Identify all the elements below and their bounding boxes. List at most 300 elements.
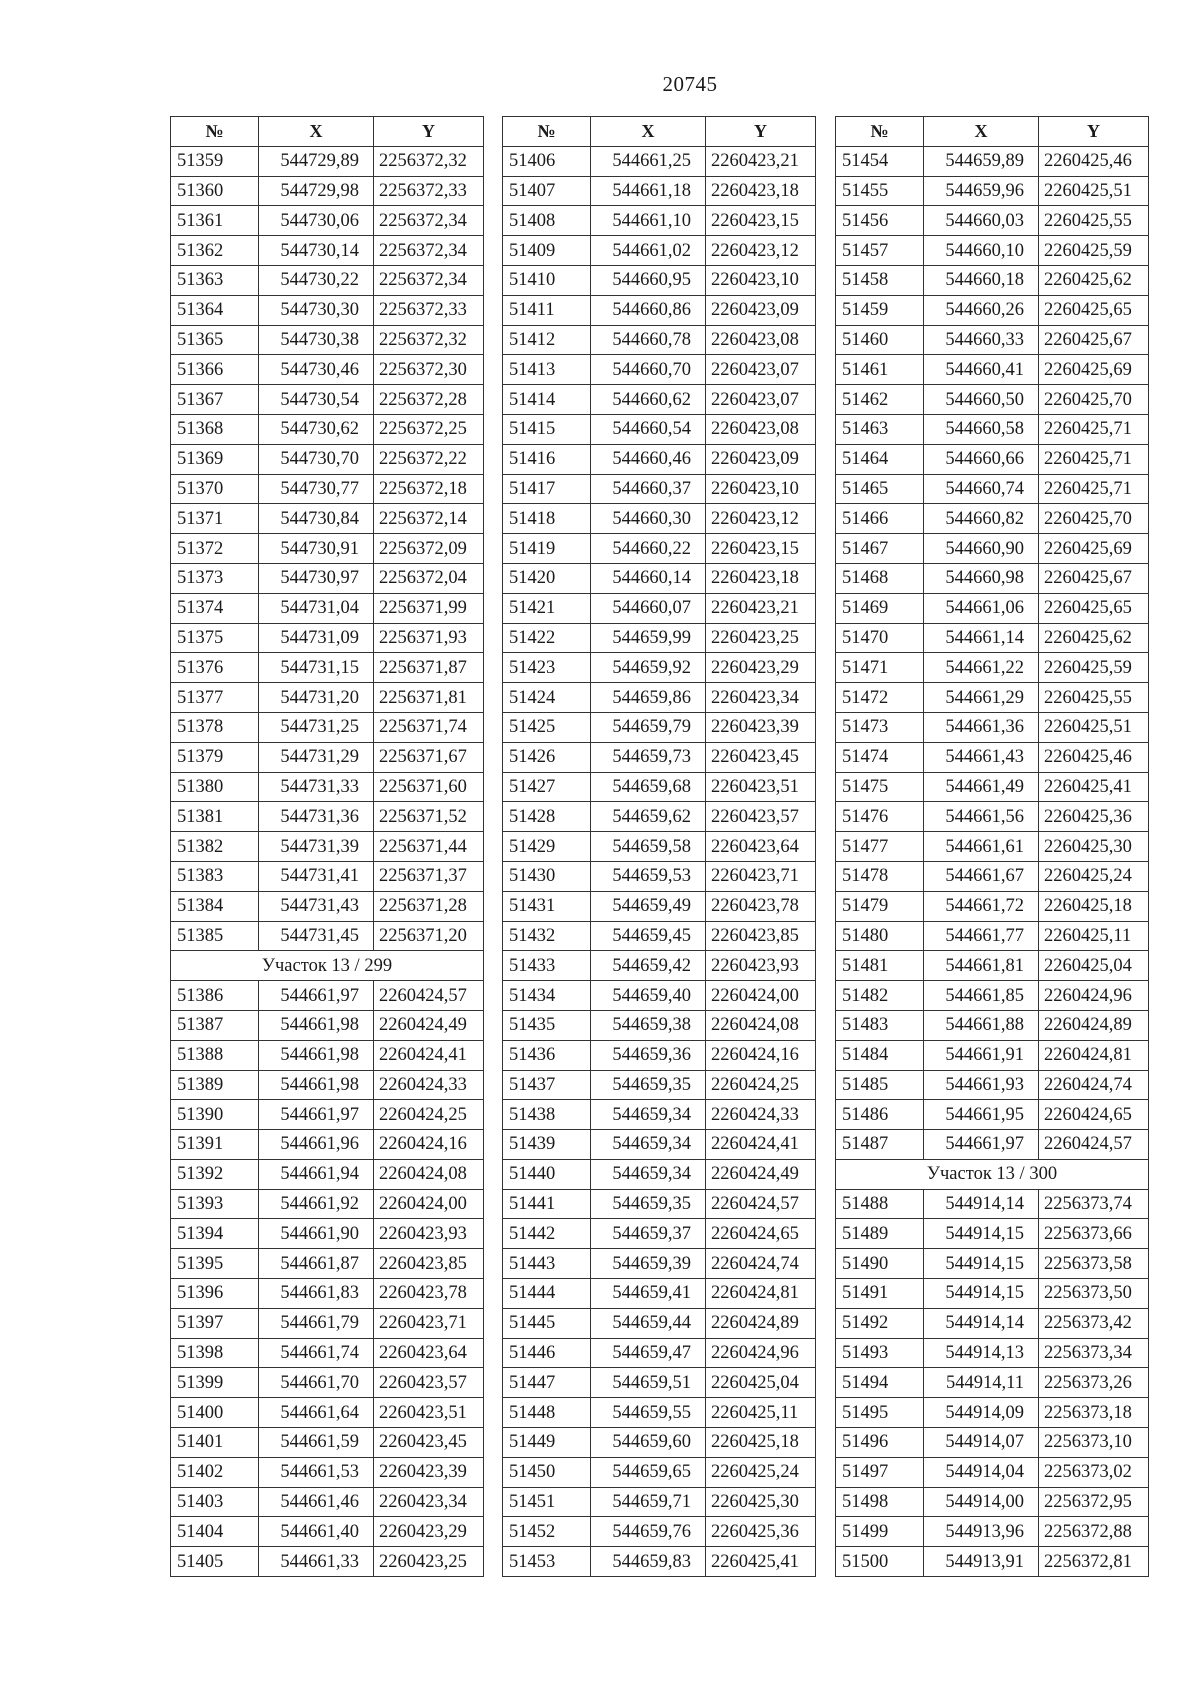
x-coordinate-cell: 544661,85 [924,981,1039,1011]
table-row [171,981,484,1011]
x-coordinate-cell: 544661,97 [259,981,374,1011]
x-coordinate-cell: 544661,02 [591,236,706,266]
x-coordinate-cell: 544660,22 [591,534,706,564]
point-number-cell: 51419 [503,534,591,564]
point-number-cell: 51415 [503,414,591,444]
x-coordinate-cell: 544660,30 [591,504,706,534]
y-coordinate-cell: 2260424,41 [374,1040,484,1070]
point-number-cell: 51449 [503,1428,591,1458]
y-coordinate-cell: 2260423,12 [706,504,816,534]
point-number-cell: 51445 [503,1308,591,1338]
point-number-cell: 51453 [503,1547,591,1577]
table-row [836,1279,1149,1309]
x-coordinate-cell: 544660,33 [924,325,1039,355]
point-number-cell: 51388 [171,1040,259,1070]
point-number-cell: 51408 [503,206,591,236]
x-coordinate-cell: 544730,70 [259,444,374,474]
y-coordinate-cell: 2260423,29 [706,653,816,683]
y-coordinate-cell: 2256372,34 [374,206,484,236]
y-coordinate-cell: 2260423,25 [374,1547,484,1577]
y-coordinate-cell: 2256371,81 [374,683,484,713]
table-row [503,1338,816,1368]
x-coordinate-cell: 544659,47 [591,1338,706,1368]
point-number-cell: 51476 [836,802,924,832]
point-number-cell: 51472 [836,683,924,713]
x-coordinate-cell: 544661,56 [924,802,1039,832]
x-coordinate-cell: 544659,34 [591,1100,706,1130]
y-coordinate-cell: 2260425,30 [706,1487,816,1517]
y-coordinate-cell: 2260424,57 [706,1189,816,1219]
point-number-cell: 51365 [171,325,259,355]
x-coordinate-cell: 544730,77 [259,474,374,504]
y-coordinate-cell: 2260423,15 [706,206,816,236]
y-coordinate-cell: 2260425,51 [1039,712,1149,742]
point-number-cell: 51360 [171,176,259,206]
table-row [503,1189,816,1219]
table-row [171,891,484,921]
point-number-cell: 51469 [836,593,924,623]
x-coordinate-cell: 544661,10 [591,206,706,236]
table-row [836,772,1149,802]
table-row [836,1100,1149,1130]
point-number-cell: 51466 [836,504,924,534]
x-coordinate-cell: 544659,44 [591,1308,706,1338]
x-coordinate-cell: 544731,29 [259,742,374,772]
point-number-cell: 51430 [503,861,591,891]
point-number-cell: 51452 [503,1517,591,1547]
x-coordinate-cell: 544661,83 [259,1279,374,1309]
y-coordinate-cell: 2260423,21 [706,146,816,176]
x-coordinate-cell: 544659,89 [924,146,1039,176]
x-coordinate-cell: 544661,87 [259,1249,374,1279]
y-coordinate-cell: 2260423,18 [706,176,816,206]
point-number-cell: 51458 [836,265,924,295]
point-number-cell: 51446 [503,1338,591,1368]
x-coordinate-cell: 544659,71 [591,1487,706,1517]
point-number-cell: 51500 [836,1547,924,1577]
table-row [171,1457,484,1487]
y-coordinate-cell: 2260423,93 [706,951,816,981]
x-coordinate-cell: 544660,03 [924,206,1039,236]
point-number-cell: 51416 [503,444,591,474]
y-coordinate-cell: 2260423,51 [374,1398,484,1428]
table-row [836,683,1149,713]
table-row [503,1368,816,1398]
point-number-cell: 51367 [171,385,259,415]
x-coordinate-cell: 544659,41 [591,1279,706,1309]
point-number-cell: 51409 [503,236,591,266]
table-row [171,534,484,564]
table-row [171,1040,484,1070]
y-coordinate-cell: 2256371,67 [374,742,484,772]
y-coordinate-cell: 2260423,71 [374,1308,484,1338]
table-row [171,1338,484,1368]
table-row [171,504,484,534]
point-number-cell: 51471 [836,653,924,683]
y-coordinate-cell: 2256371,74 [374,712,484,742]
point-number-cell: 51418 [503,504,591,534]
y-coordinate-cell: 2256371,60 [374,772,484,802]
point-number-cell: 51403 [171,1487,259,1517]
table-row [171,802,484,832]
table-row [836,1428,1149,1458]
y-coordinate-cell: 2256373,10 [1039,1428,1149,1458]
table-row [836,1547,1149,1577]
y-coordinate-cell: 2260423,12 [706,236,816,266]
x-coordinate-cell: 544914,15 [924,1219,1039,1249]
point-number-cell: 51397 [171,1308,259,1338]
table-row [836,1517,1149,1547]
x-coordinate-cell: 544659,42 [591,951,706,981]
table-row [503,355,816,385]
y-coordinate-cell: 2260425,59 [1039,236,1149,266]
x-coordinate-cell: 544659,37 [591,1219,706,1249]
y-coordinate-cell: 2256372,09 [374,534,484,564]
point-number-cell: 51411 [503,295,591,325]
table-row [836,1040,1149,1070]
x-coordinate-cell: 544661,92 [259,1189,374,1219]
table-row [503,921,816,951]
point-number-cell: 51492 [836,1308,924,1338]
table-row [503,772,816,802]
y-coordinate-cell: 2256372,04 [374,563,484,593]
x-coordinate-cell: 544661,97 [259,1100,374,1130]
header-x: X [259,117,374,147]
x-coordinate-cell: 544659,76 [591,1517,706,1547]
x-coordinate-cell: 544730,54 [259,385,374,415]
point-number-cell: 51361 [171,206,259,236]
y-coordinate-cell: 2256371,28 [374,891,484,921]
y-coordinate-cell: 2260424,57 [1039,1130,1149,1160]
y-coordinate-cell: 2260423,34 [374,1487,484,1517]
table-row [503,1517,816,1547]
table-row [171,295,484,325]
x-coordinate-cell: 544661,49 [924,772,1039,802]
point-number-cell: 51484 [836,1040,924,1070]
point-number-cell: 51425 [503,712,591,742]
point-number-cell: 51406 [503,146,591,176]
table-row [503,802,816,832]
table-row [503,1070,816,1100]
point-number-cell: 51451 [503,1487,591,1517]
table-row [171,1249,484,1279]
y-coordinate-cell: 2260425,11 [706,1398,816,1428]
y-coordinate-cell: 2256373,42 [1039,1308,1149,1338]
y-coordinate-cell: 2260423,25 [706,623,816,653]
y-coordinate-cell: 2260425,46 [1039,146,1149,176]
table-row [836,712,1149,742]
table-row [171,414,484,444]
table-row [503,1100,816,1130]
table-row [836,951,1149,981]
point-number-cell: 51413 [503,355,591,385]
y-coordinate-cell: 2260424,33 [706,1100,816,1130]
y-coordinate-cell: 2260425,36 [1039,802,1149,832]
table-row [836,1338,1149,1368]
x-coordinate-cell: 544659,83 [591,1547,706,1577]
x-coordinate-cell: 544660,10 [924,236,1039,266]
table-row [503,1547,816,1577]
table-row [836,265,1149,295]
y-coordinate-cell: 2260423,93 [374,1219,484,1249]
table-row [171,623,484,653]
point-number-cell: 51481 [836,951,924,981]
coordinate-table-3 [835,116,1149,1577]
table-row [836,355,1149,385]
table-row [503,1130,816,1160]
x-coordinate-cell: 544730,46 [259,355,374,385]
table-row [171,772,484,802]
section-row [836,1159,1149,1189]
table-row [836,921,1149,951]
x-coordinate-cell: 544731,45 [259,921,374,951]
y-coordinate-cell: 2260425,18 [1039,891,1149,921]
x-coordinate-cell: 544661,67 [924,861,1039,891]
point-number-cell: 51398 [171,1338,259,1368]
x-coordinate-cell: 544660,70 [591,355,706,385]
y-coordinate-cell: 2260425,69 [1039,355,1149,385]
y-coordinate-cell: 2260423,15 [706,534,816,564]
table-row [503,951,816,981]
y-coordinate-cell: 2260423,85 [706,921,816,951]
point-number-cell: 51455 [836,176,924,206]
x-coordinate-cell: 544660,58 [924,414,1039,444]
x-coordinate-cell: 544914,15 [924,1279,1039,1309]
table-row [836,742,1149,772]
x-coordinate-cell: 544660,41 [924,355,1039,385]
x-coordinate-cell: 544661,06 [924,593,1039,623]
x-coordinate-cell: 544660,86 [591,295,706,325]
x-coordinate-cell: 544729,89 [259,146,374,176]
y-coordinate-cell: 2256372,34 [374,236,484,266]
x-coordinate-cell: 544661,25 [591,146,706,176]
table-row [503,385,816,415]
x-coordinate-cell: 544661,98 [259,1070,374,1100]
x-coordinate-cell: 544914,14 [924,1308,1039,1338]
point-number-cell: 51494 [836,1368,924,1398]
header-number: № [171,117,259,147]
y-coordinate-cell: 2260424,41 [706,1130,816,1160]
table-row [836,1398,1149,1428]
table-row [171,1010,484,1040]
y-coordinate-cell: 2260425,62 [1039,623,1149,653]
point-number-cell: 51456 [836,206,924,236]
x-coordinate-cell: 544660,98 [924,563,1039,593]
point-number-cell: 51447 [503,1368,591,1398]
y-coordinate-cell: 2256373,58 [1039,1249,1149,1279]
point-number-cell: 51482 [836,981,924,1011]
x-coordinate-cell: 544914,11 [924,1368,1039,1398]
point-number-cell: 51434 [503,981,591,1011]
point-number-cell: 51405 [171,1547,259,1577]
point-number-cell: 51432 [503,921,591,951]
table-row [503,295,816,325]
x-coordinate-cell: 544914,07 [924,1428,1039,1458]
table-row [171,1428,484,1458]
point-number-cell: 51407 [503,176,591,206]
point-number-cell: 51460 [836,325,924,355]
point-number-cell: 51499 [836,1517,924,1547]
y-coordinate-cell: 2260424,08 [706,1010,816,1040]
point-number-cell: 51461 [836,355,924,385]
table-row [171,1159,484,1189]
table-row [503,1457,816,1487]
y-coordinate-cell: 2260423,64 [374,1338,484,1368]
y-coordinate-cell: 2260424,89 [1039,1010,1149,1040]
x-coordinate-cell: 544730,22 [259,265,374,295]
y-coordinate-cell: 2260425,69 [1039,534,1149,564]
y-coordinate-cell: 2260424,00 [374,1189,484,1219]
header-y: Y [706,117,816,147]
x-coordinate-cell: 544659,58 [591,832,706,862]
y-coordinate-cell: 2260423,51 [706,772,816,802]
x-coordinate-cell: 544661,36 [924,712,1039,742]
table-row [503,1398,816,1428]
section-row [171,951,484,981]
table-row [503,444,816,474]
y-coordinate-cell: 2260423,57 [374,1368,484,1398]
y-coordinate-cell: 2256372,32 [374,325,484,355]
table-header-row [503,117,816,147]
y-coordinate-cell: 2260423,08 [706,414,816,444]
point-number-cell: 51382 [171,832,259,862]
table-row [171,861,484,891]
table-row [503,1487,816,1517]
point-number-cell: 51488 [836,1189,924,1219]
y-coordinate-cell: 2260424,25 [706,1070,816,1100]
x-coordinate-cell: 544661,97 [924,1130,1039,1160]
point-number-cell: 51424 [503,683,591,713]
table-row [836,1219,1149,1249]
point-number-cell: 51440 [503,1159,591,1189]
point-number-cell: 51391 [171,1130,259,1160]
table-row [171,1130,484,1160]
table-row [171,1368,484,1398]
point-number-cell: 51385 [171,921,259,951]
x-coordinate-cell: 544661,81 [924,951,1039,981]
header-x: X [591,117,706,147]
x-coordinate-cell: 544660,14 [591,563,706,593]
x-coordinate-cell: 544660,82 [924,504,1039,534]
x-coordinate-cell: 544731,20 [259,683,374,713]
x-coordinate-cell: 544661,88 [924,1010,1039,1040]
section-title: Участок 13 / 299 [171,951,484,981]
y-coordinate-cell: 2260424,74 [1039,1070,1149,1100]
y-coordinate-cell: 2256372,30 [374,355,484,385]
table-row [171,593,484,623]
point-number-cell: 51386 [171,981,259,1011]
x-coordinate-cell: 544659,49 [591,891,706,921]
x-coordinate-cell: 544659,45 [591,921,706,951]
x-coordinate-cell: 544914,09 [924,1398,1039,1428]
x-coordinate-cell: 544661,33 [259,1547,374,1577]
table-row [836,593,1149,623]
y-coordinate-cell: 2260423,09 [706,444,816,474]
y-coordinate-cell: 2256372,18 [374,474,484,504]
x-coordinate-cell: 544661,91 [924,1040,1039,1070]
table-row [836,563,1149,593]
y-coordinate-cell: 2260425,04 [1039,951,1149,981]
x-coordinate-cell: 544661,59 [259,1428,374,1458]
x-coordinate-cell: 544659,53 [591,861,706,891]
x-coordinate-cell: 544731,09 [259,623,374,653]
y-coordinate-cell: 2260425,59 [1039,653,1149,683]
x-coordinate-cell: 544661,22 [924,653,1039,683]
table-row [503,1010,816,1040]
x-coordinate-cell: 544731,15 [259,653,374,683]
point-number-cell: 51454 [836,146,924,176]
table-row [503,623,816,653]
point-number-cell: 51474 [836,742,924,772]
table-row [503,653,816,683]
y-coordinate-cell: 2256372,88 [1039,1517,1149,1547]
point-number-cell: 51395 [171,1249,259,1279]
point-number-cell: 51404 [171,1517,259,1547]
point-number-cell: 51462 [836,385,924,415]
table-row [171,146,484,176]
point-number-cell: 51394 [171,1219,259,1249]
y-coordinate-cell: 2260425,71 [1039,474,1149,504]
x-coordinate-cell: 544661,94 [259,1159,374,1189]
table-row [503,1159,816,1189]
table-header-row [171,117,484,147]
y-coordinate-cell: 2260425,30 [1039,832,1149,862]
table-row [171,1219,484,1249]
table-row [836,1189,1149,1219]
y-coordinate-cell: 2260423,10 [706,474,816,504]
header-x: X [924,117,1039,147]
table-row [836,474,1149,504]
table-row [503,1428,816,1458]
table-row [836,1308,1149,1338]
y-coordinate-cell: 2260425,24 [706,1457,816,1487]
y-coordinate-cell: 2256373,26 [1039,1368,1149,1398]
point-number-cell: 51383 [171,861,259,891]
x-coordinate-cell: 544913,96 [924,1517,1039,1547]
table-row [171,265,484,295]
y-coordinate-cell: 2260423,10 [706,265,816,295]
point-number-cell: 51464 [836,444,924,474]
table-row [503,504,816,534]
x-coordinate-cell: 544661,40 [259,1517,374,1547]
table-row [836,414,1149,444]
table-row [503,325,816,355]
x-coordinate-cell: 544661,43 [924,742,1039,772]
table-row [836,1070,1149,1100]
point-number-cell: 51423 [503,653,591,683]
y-coordinate-cell: 2260423,45 [706,742,816,772]
table-row [836,325,1149,355]
point-number-cell: 51393 [171,1189,259,1219]
point-number-cell: 51363 [171,265,259,295]
x-coordinate-cell: 544660,18 [924,265,1039,295]
table-row [836,861,1149,891]
point-number-cell: 51463 [836,414,924,444]
y-coordinate-cell: 2260423,78 [374,1279,484,1309]
table-row [171,742,484,772]
table-body [503,146,816,1576]
x-coordinate-cell: 544661,77 [924,921,1039,951]
table-row [171,206,484,236]
x-coordinate-cell: 544729,98 [259,176,374,206]
x-coordinate-cell: 544731,04 [259,593,374,623]
y-coordinate-cell: 2260425,18 [706,1428,816,1458]
table-row [503,1249,816,1279]
point-number-cell: 51497 [836,1457,924,1487]
y-coordinate-cell: 2260424,65 [706,1219,816,1249]
y-coordinate-cell: 2260425,70 [1039,385,1149,415]
table-row [836,1487,1149,1517]
